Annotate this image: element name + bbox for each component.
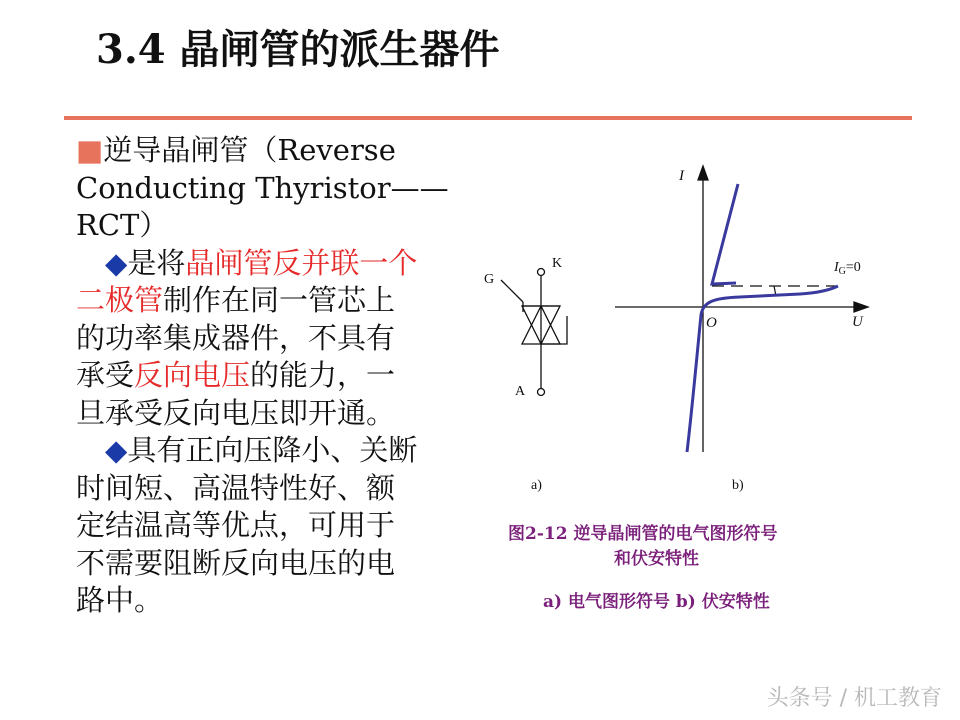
bullet2-text: 具有正向压降小、关断 xyxy=(127,433,418,467)
subfig-a-label: a) xyxy=(531,478,542,493)
heading-line-3: RCT） xyxy=(76,208,169,242)
watermark: 头条号 / 机工教育 xyxy=(766,686,942,711)
highlight-text: 晶闸管反并联一个 xyxy=(185,245,418,280)
heading-line-1: 逆导晶闸管（Reverse xyxy=(103,133,396,167)
bullet2-text: 不需要阻断反向电压的电 xyxy=(76,545,396,580)
label-a: A xyxy=(515,384,526,399)
label-g: G xyxy=(484,272,495,287)
iv-blocking-curve xyxy=(687,286,838,452)
bullet2-text: 时间短、高温特性好、额 xyxy=(76,470,396,505)
terminal-a xyxy=(538,389,545,396)
figure-caption-line-1: 图2-12 逆导晶闸管的电气图形符号 xyxy=(508,524,778,544)
bullet1-text: 的能力，一 xyxy=(250,358,396,392)
label-k: K xyxy=(552,256,563,271)
axis-i-label: I xyxy=(679,168,684,184)
diamond-bullet-icon: ◆ xyxy=(105,433,128,467)
subfig-b-label: b) xyxy=(732,478,744,493)
u-axis-arrow-icon xyxy=(854,302,868,312)
heading-line-2: Conducting Thyristor—— xyxy=(76,170,449,205)
bullet2-text: 路中。 xyxy=(76,583,164,617)
antiparallel-stub xyxy=(541,316,567,344)
highlight-text: 二极管 xyxy=(76,283,164,317)
terminal-k xyxy=(538,269,545,276)
bullet1-text: 承受 xyxy=(76,358,135,392)
bullet1-text: 旦承受反向电压即开通。 xyxy=(76,395,396,430)
i-axis-arrow-icon xyxy=(698,166,708,180)
square-bullet-icon: ■ xyxy=(76,133,104,167)
bullet2-text: 定结温高等优点，可用于 xyxy=(76,508,396,542)
axis-u-label: U xyxy=(852,314,863,330)
figure-caption-line-3: a) 电气图形符号 b) 伏安特性 xyxy=(543,592,770,612)
figure-caption-line-2: 和伏安特性 xyxy=(614,549,699,569)
page-title: 3.4 晶闸管的派生器件 xyxy=(96,26,500,73)
iv-axes xyxy=(615,166,868,452)
highlight-text: 反向电压 xyxy=(134,358,251,392)
origin-label: O xyxy=(706,315,717,331)
bullet1-text: 的功率集成器件，不具有 xyxy=(76,320,396,355)
gate-lead xyxy=(501,280,523,302)
rct-symbol xyxy=(501,269,567,396)
iv-on-state-curve xyxy=(712,184,738,284)
ig-label: $I_G=0$ xyxy=(834,260,861,277)
diamond-bullet-icon: ◆ xyxy=(105,245,128,280)
bullet1-pre: 是将 xyxy=(127,245,186,280)
bullet1-text: 制作在同一管芯上 xyxy=(163,283,396,317)
